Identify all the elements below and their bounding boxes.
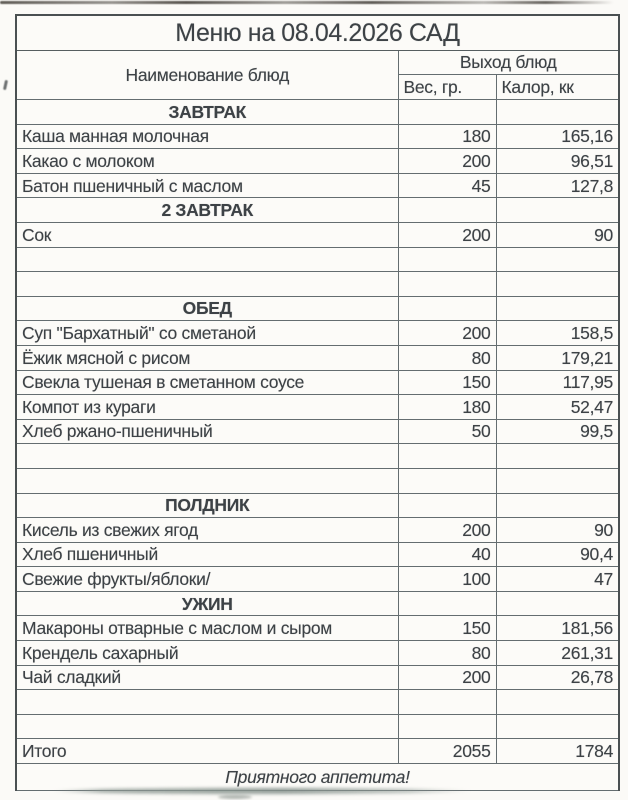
dish-calories xyxy=(496,100,619,125)
empty-row xyxy=(16,444,619,469)
dish-calories: 261,31 xyxy=(496,641,619,666)
dish-weight xyxy=(398,591,496,616)
scan-artifact-top-edge xyxy=(0,1,620,4)
dish-weight xyxy=(398,444,496,469)
dish-name xyxy=(16,468,398,493)
dish-weight: 40 xyxy=(398,542,496,567)
scan-artifact-bottom-shadow xyxy=(52,788,472,794)
menu-item-row xyxy=(16,665,619,690)
empty-row xyxy=(16,714,619,739)
dish-weight: 45 xyxy=(398,173,496,198)
dish-weight: 50 xyxy=(398,419,496,444)
dish-calories: 179,21 xyxy=(496,345,619,370)
dish-calories xyxy=(496,591,619,616)
dish-calories xyxy=(496,272,619,297)
dish-calories: 181,56 xyxy=(496,616,619,641)
dish-weight xyxy=(398,247,496,272)
dish-calories: 90 xyxy=(496,222,619,247)
section-row xyxy=(16,198,619,223)
menu-title: Меню на 08.04.2026 САД xyxy=(16,15,619,51)
dish-name xyxy=(16,444,398,469)
menu-item-row xyxy=(16,542,619,567)
dish-calories: 52,47 xyxy=(496,395,619,420)
dish-calories xyxy=(496,690,619,715)
menu-item-row xyxy=(16,321,619,346)
menu-item-row xyxy=(16,173,619,198)
dish-calories xyxy=(496,444,619,469)
menu-table xyxy=(15,14,620,791)
menu-item-row xyxy=(16,222,619,247)
dish-name: Батон пшеничный с маслом xyxy=(16,173,398,198)
scan-artifact-smudge xyxy=(218,795,252,799)
dish-calories: 99,5 xyxy=(496,419,619,444)
dish-name: Кисель из свежих ягод xyxy=(16,518,398,543)
dish-weight xyxy=(398,198,496,223)
column-header-calories: Калор, кк xyxy=(496,75,619,100)
menu-item-row xyxy=(16,124,619,149)
dish-name: Хлеб ржано-пшеничный xyxy=(16,419,398,444)
dish-name xyxy=(16,690,398,715)
menu-item-row xyxy=(16,567,619,592)
dish-name: Итого xyxy=(16,739,398,764)
dish-name: Чай сладкий xyxy=(16,665,398,690)
dish-name xyxy=(16,714,398,739)
section-title: ЗАВТРАК xyxy=(16,100,398,125)
column-header-output-group: Выход блюд xyxy=(398,51,619,75)
menu-footer-note: Приятного аппетита! xyxy=(16,764,619,791)
dish-weight xyxy=(398,690,496,715)
footer-row xyxy=(16,764,619,791)
column-header-dish-name: Наименование блюд xyxy=(16,51,398,100)
dish-name: Какао с молоком xyxy=(16,149,398,174)
dish-calories: 90 xyxy=(496,518,619,543)
menu-item-row xyxy=(16,395,619,420)
dish-weight xyxy=(398,100,496,125)
dish-weight: 150 xyxy=(398,370,496,395)
section-row xyxy=(16,493,619,518)
dish-name: Каша манная молочная xyxy=(16,124,398,149)
title-row xyxy=(16,15,619,51)
section-row xyxy=(16,591,619,616)
dish-calories: 165,16 xyxy=(496,124,619,149)
dish-weight: 80 xyxy=(398,641,496,666)
dish-weight: 150 xyxy=(398,616,496,641)
dish-name: Крендель сахарный xyxy=(16,641,398,666)
dish-calories xyxy=(496,247,619,272)
section-title: УЖИН xyxy=(16,591,398,616)
menu-item-row xyxy=(16,419,619,444)
menu-item-row xyxy=(16,518,619,543)
empty-row xyxy=(16,468,619,493)
dish-weight: 80 xyxy=(398,345,496,370)
dish-name: Ёжик мясной с рисом xyxy=(16,345,398,370)
dish-calories xyxy=(496,468,619,493)
dish-name: Компот из кураги xyxy=(16,395,398,420)
dish-calories: 127,8 xyxy=(496,173,619,198)
dish-calories xyxy=(496,296,619,321)
dish-calories: 96,51 xyxy=(496,149,619,174)
menu-item-row xyxy=(16,616,619,641)
total-row xyxy=(16,739,619,764)
dish-weight: 200 xyxy=(398,665,496,690)
dish-weight xyxy=(398,468,496,493)
section-row xyxy=(16,296,619,321)
dish-calories: 26,78 xyxy=(496,665,619,690)
dish-weight: 100 xyxy=(398,567,496,592)
dish-calories xyxy=(496,198,619,223)
dish-weight: 200 xyxy=(398,222,496,247)
menu-rows xyxy=(16,100,619,764)
dish-weight xyxy=(398,296,496,321)
dish-weight: 200 xyxy=(398,321,496,346)
dish-weight: 200 xyxy=(398,518,496,543)
scan-artifact-left-mark xyxy=(3,80,8,90)
empty-row xyxy=(16,272,619,297)
empty-row xyxy=(16,247,619,272)
dish-calories: 47 xyxy=(496,567,619,592)
menu-item-row xyxy=(16,345,619,370)
header-row xyxy=(16,51,619,75)
dish-weight: 180 xyxy=(398,124,496,149)
dish-weight: 180 xyxy=(398,395,496,420)
section-row xyxy=(16,100,619,125)
dish-calories xyxy=(496,714,619,739)
dish-calories: 158,5 xyxy=(496,321,619,346)
dish-weight xyxy=(398,493,496,518)
dish-calories: 90,4 xyxy=(496,542,619,567)
dish-name: Хлеб пшеничный xyxy=(16,542,398,567)
dish-name: Свекла тушеная в сметанном соусе xyxy=(16,370,398,395)
dish-calories xyxy=(496,493,619,518)
dish-name xyxy=(16,272,398,297)
dish-name: Макароны отварные с маслом и сыром xyxy=(16,616,398,641)
menu-item-row xyxy=(16,370,619,395)
section-title: ОБЕД xyxy=(16,296,398,321)
dish-name: Сок xyxy=(16,222,398,247)
dish-name: Суп "Бархатный" со сметаной xyxy=(16,321,398,346)
section-title: ПОЛДНИК xyxy=(16,493,398,518)
dish-weight xyxy=(398,272,496,297)
dish-weight xyxy=(398,714,496,739)
dish-calories: 1784 xyxy=(496,739,619,764)
empty-row xyxy=(16,690,619,715)
column-header-weight: Вес, гр. xyxy=(398,75,496,100)
dish-calories: 117,95 xyxy=(496,370,619,395)
menu-item-row xyxy=(16,149,619,174)
dish-weight: 2055 xyxy=(398,739,496,764)
dish-name: Свежие фрукты/яблоки/ xyxy=(16,567,398,592)
menu-item-row xyxy=(16,641,619,666)
dish-name xyxy=(16,247,398,272)
dish-weight: 200 xyxy=(398,149,496,174)
section-title: 2 ЗАВТРАК xyxy=(16,198,398,223)
